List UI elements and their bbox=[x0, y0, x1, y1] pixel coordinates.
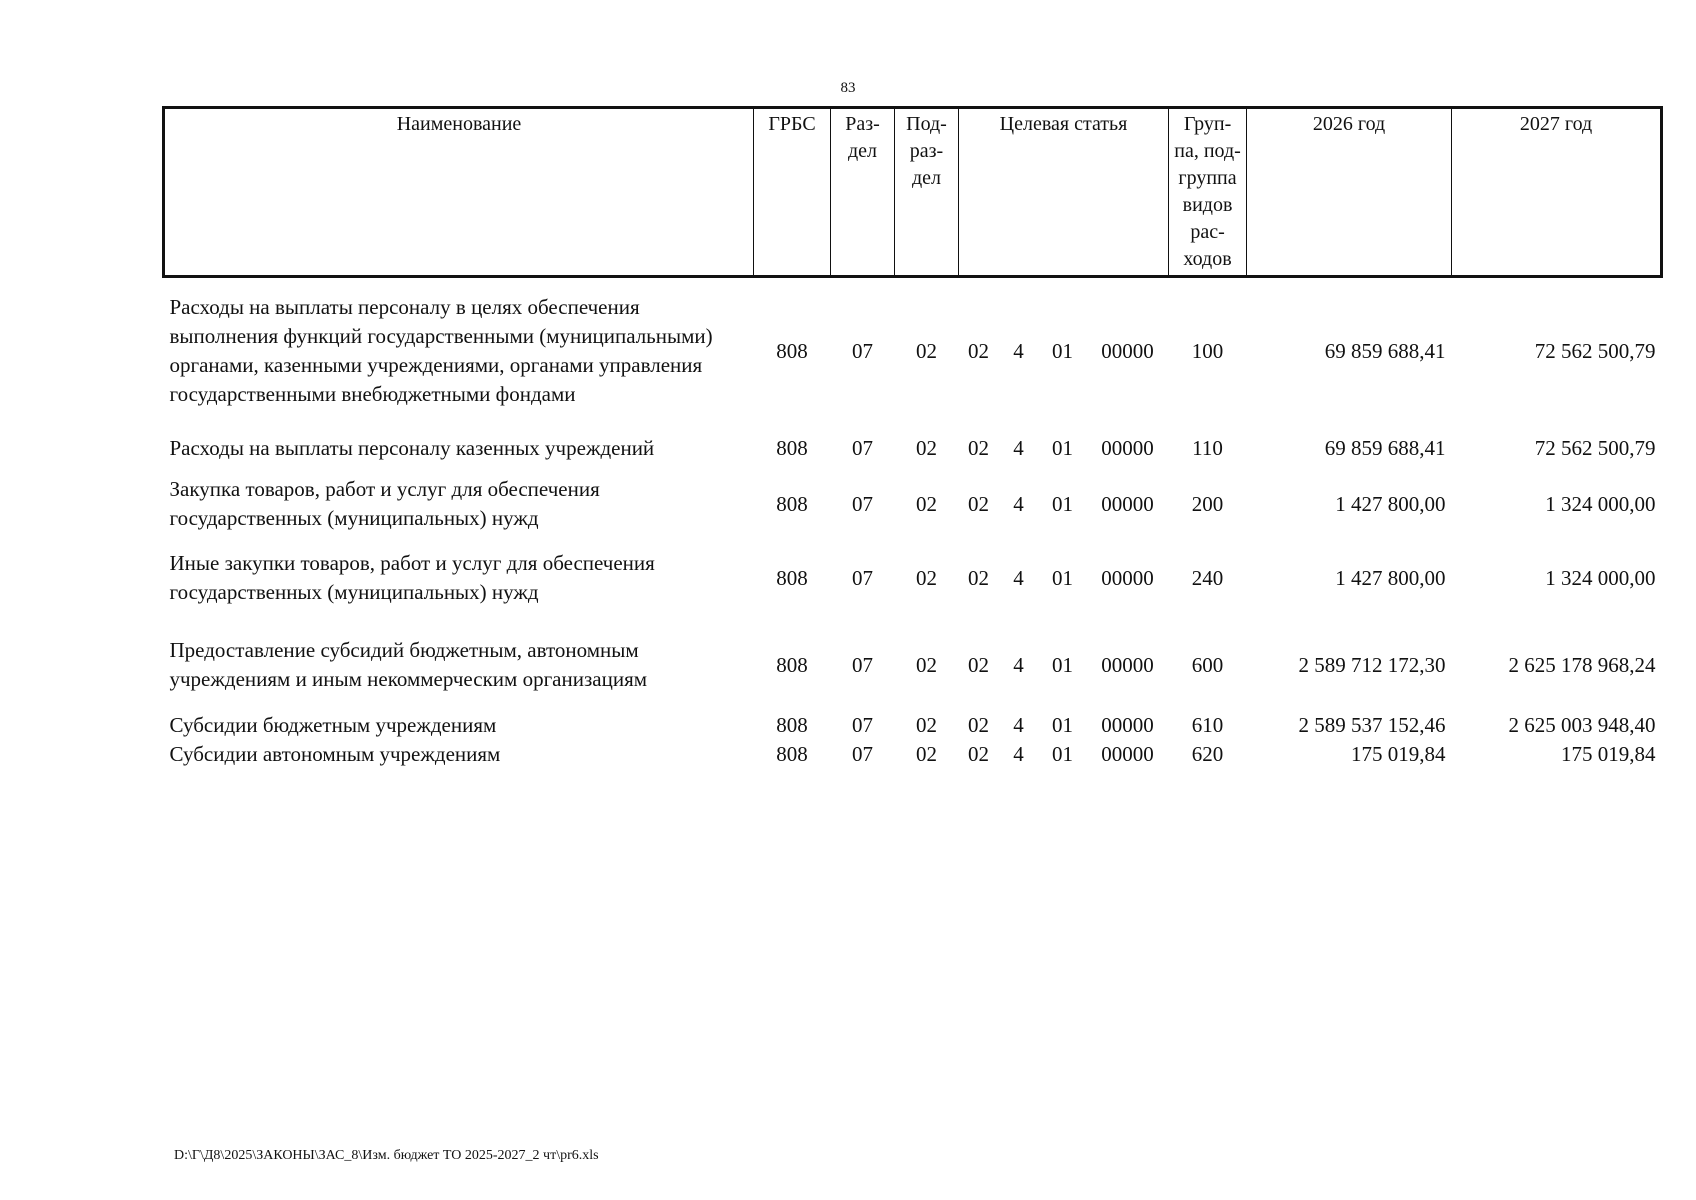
row-grbs: 808 bbox=[776, 338, 808, 363]
row-podrazdel: 02 bbox=[916, 742, 937, 766]
row-razdel: 07 bbox=[852, 742, 873, 766]
row-podrazdel: 02 bbox=[916, 652, 937, 677]
header-group bbox=[1169, 108, 1247, 277]
row-target-1: 02 bbox=[968, 652, 989, 677]
header-grbs-label: ГРБС bbox=[768, 113, 816, 135]
row-group: 240 bbox=[1191, 565, 1224, 590]
row-target-2: 4 bbox=[1013, 712, 1024, 737]
header-year-2026-label: 2026 год bbox=[1312, 113, 1386, 135]
table-row bbox=[164, 710, 1662, 740]
table-row bbox=[164, 277, 1662, 425]
row-group: 610 bbox=[1191, 712, 1224, 737]
row-grbs: 808 bbox=[776, 712, 808, 737]
row-grbs: 808 bbox=[776, 435, 808, 460]
row-podrazdel: 02 bbox=[916, 712, 937, 737]
row-target-1: 02 bbox=[968, 712, 989, 737]
header-podrazdel bbox=[895, 108, 959, 277]
row-target-1: 02 bbox=[968, 435, 989, 460]
row-year-2026: 1 427 800,00 bbox=[1335, 491, 1446, 516]
row-year-2026: 175 019,84 bbox=[1351, 742, 1446, 766]
table-row bbox=[164, 424, 1662, 472]
table-row bbox=[164, 620, 1662, 710]
row-podrazdel: 02 bbox=[916, 491, 937, 516]
row-group: 110 bbox=[1192, 435, 1223, 460]
row-target-3: 01 bbox=[1052, 435, 1073, 460]
row-target-2: 4 bbox=[1013, 338, 1024, 363]
row-group: 600 bbox=[1191, 652, 1224, 677]
row-year-2027: 1 324 000,00 bbox=[1545, 491, 1656, 516]
row-podrazdel: 02 bbox=[916, 435, 937, 460]
row-razdel: 07 bbox=[852, 565, 873, 590]
row-target-3: 01 bbox=[1052, 742, 1073, 766]
row-razdel: 07 bbox=[852, 435, 873, 460]
row-target-3: 01 bbox=[1052, 565, 1073, 590]
row-name: Субсидии бюджетным учреждениям bbox=[169, 712, 497, 737]
header-razdel bbox=[831, 108, 895, 277]
row-razdel: 07 bbox=[852, 712, 873, 737]
row-target-4: 00000 bbox=[1101, 338, 1154, 363]
row-target-4: 00000 bbox=[1101, 491, 1154, 516]
footer-file-path: D:\Г\Д8\2025\ЗАКОНЫ\ЗАС_8\Изм. бюджет ТО 2025-2027_2 чт\pr6.xls bbox=[174, 1148, 599, 1163]
row-group: 200 bbox=[1191, 491, 1224, 516]
row-name: Предоставление субсидий бюджетным, автономным учреждениям и иным некоммерческим организациям bbox=[169, 638, 648, 691]
row-target-4: 00000 bbox=[1101, 712, 1154, 737]
header-target-label: Целевая статья bbox=[999, 113, 1128, 135]
row-grbs: 808 bbox=[776, 652, 808, 677]
row-year-2027: 2 625 003 948,40 bbox=[1508, 712, 1656, 737]
header-target bbox=[959, 108, 1169, 277]
row-target-2: 4 bbox=[1013, 565, 1024, 590]
row-razdel: 07 bbox=[852, 652, 873, 677]
header-group-label: Груп- па, под- группа видов рас- ходов bbox=[1174, 113, 1241, 270]
row-razdel: 07 bbox=[852, 338, 873, 363]
row-grbs: 808 bbox=[776, 491, 808, 516]
row-podrazdel: 02 bbox=[916, 338, 937, 363]
row-target-1: 02 bbox=[968, 565, 989, 590]
row-target-3: 01 bbox=[1052, 338, 1073, 363]
row-target-4: 00000 bbox=[1101, 742, 1154, 766]
table-header-row bbox=[164, 108, 1662, 277]
header-razdel-label: Раз- дел bbox=[845, 113, 880, 162]
row-grbs: 808 bbox=[776, 742, 808, 766]
header-year-2026 bbox=[1247, 108, 1452, 277]
row-target-3: 01 bbox=[1052, 652, 1073, 677]
row-target-4: 00000 bbox=[1101, 565, 1154, 590]
row-name: Субсидии автономным учреждениям bbox=[169, 742, 501, 766]
row-year-2027: 72 562 500,79 bbox=[1534, 435, 1656, 460]
row-target-2: 4 bbox=[1013, 491, 1024, 516]
row-target-4: 00000 bbox=[1101, 652, 1154, 677]
row-year-2027: 175 019,84 bbox=[1561, 742, 1656, 766]
header-grbs bbox=[754, 108, 831, 277]
row-year-2026: 2 589 712 172,30 bbox=[1298, 652, 1446, 677]
row-target-1: 02 bbox=[968, 491, 989, 516]
row-year-2027: 2 625 178 968,24 bbox=[1508, 652, 1656, 677]
row-group: 100 bbox=[1191, 338, 1224, 363]
row-year-2026: 2 589 537 152,46 bbox=[1298, 712, 1446, 737]
header-name-label: Наименование bbox=[396, 113, 522, 135]
row-year-2026: 1 427 800,00 bbox=[1335, 565, 1446, 590]
row-razdel: 07 bbox=[852, 491, 873, 516]
page-number: 83 bbox=[840, 80, 856, 96]
row-target-1: 02 bbox=[968, 338, 989, 363]
row-grbs: 808 bbox=[776, 565, 808, 590]
table-row bbox=[164, 472, 1662, 536]
row-target-2: 4 bbox=[1013, 435, 1024, 460]
table-row bbox=[164, 536, 1662, 620]
row-name: Закупка товаров, работ и услуг для обеспечения государственных (муниципальных) нужд bbox=[169, 477, 600, 530]
row-target-2: 4 bbox=[1013, 742, 1024, 766]
row-name: Расходы на выплаты персоналу в целях обеспечения выполнения функций государственными (муниципальными) органами, казенными учреждениями, органами управления государственными внебюджетными фондами bbox=[169, 295, 713, 406]
row-target-3: 01 bbox=[1052, 491, 1073, 516]
header-podrazdel-label: Под- раз- дел bbox=[906, 113, 947, 189]
row-podrazdel: 02 bbox=[916, 565, 937, 590]
header-name bbox=[164, 108, 754, 277]
budget-table bbox=[162, 106, 1663, 769]
row-name: Расходы на выплаты персоналу казенных учреждений bbox=[169, 435, 655, 460]
row-target-2: 4 bbox=[1013, 652, 1024, 677]
row-year-2027: 1 324 000,00 bbox=[1545, 565, 1656, 590]
row-group: 620 bbox=[1191, 742, 1224, 766]
row-year-2026: 69 859 688,41 bbox=[1324, 338, 1446, 363]
header-year-2027-label: 2027 год bbox=[1519, 113, 1593, 135]
table-row bbox=[164, 740, 1662, 769]
row-year-2026: 69 859 688,41 bbox=[1324, 435, 1446, 460]
row-name: Иные закупки товаров, работ и услуг для обеспечения государственных (муниципальных) нужд bbox=[169, 551, 655, 604]
row-year-2027: 72 562 500,79 bbox=[1534, 338, 1656, 363]
header-year-2027 bbox=[1452, 108, 1662, 277]
row-target-4: 00000 bbox=[1101, 435, 1154, 460]
row-target-3: 01 bbox=[1052, 712, 1073, 737]
row-target-1: 02 bbox=[968, 742, 989, 766]
